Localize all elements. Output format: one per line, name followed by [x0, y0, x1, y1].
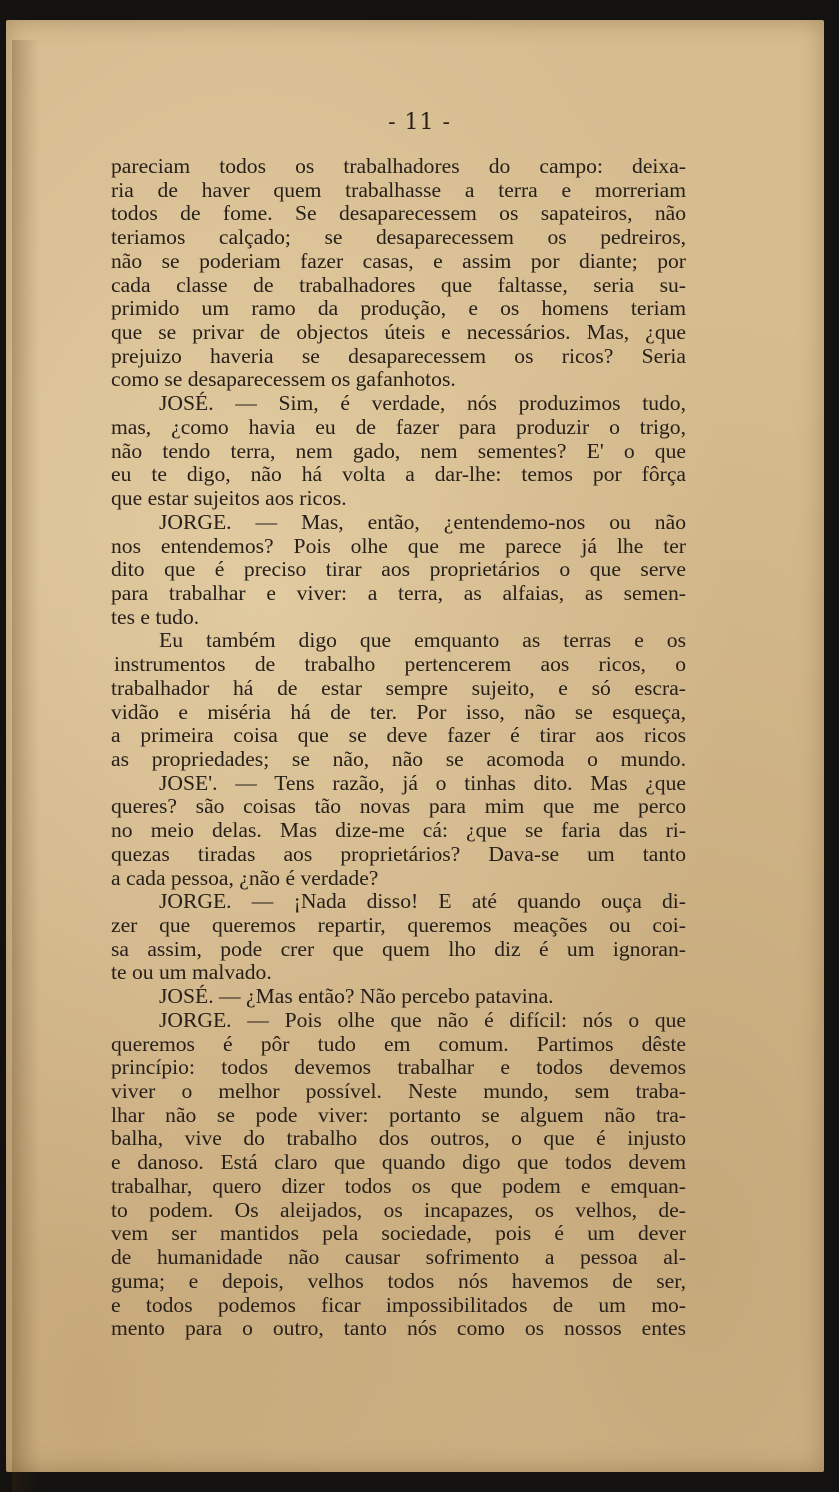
text-line: nos entendemos? Pois olhe que me parece já lhe ter	[111, 533, 686, 558]
text-line: vem ser mantidos pela sociedade, pois é um dever	[111, 1221, 686, 1246]
text-line: JORGE. — Pois olhe que não é difícil: nós o que	[159, 1007, 686, 1032]
text-line: Eu também digo que emquanto as terras e os	[159, 628, 686, 653]
text-line: como se desaparecessem os gafanhotos.	[111, 367, 456, 392]
text-line: vidão e miséria há de ter. Por isso, não se esqueça,	[111, 699, 686, 724]
text-line: não tendo terra, nem gado, nem sementes? E' o que	[111, 438, 686, 463]
text-line: ria de haver quem trabalhasse a terra e morreriam	[111, 177, 686, 202]
text-line: sa assim, pode crer que quem lho diz é um ignoran-	[111, 936, 686, 961]
page-edge-shadow	[12, 40, 40, 1492]
text-line: queremos é pôr tudo em comum. Partimos dêste	[111, 1031, 686, 1056]
text-line: pareciam todos os trabalhadores do campo: deixa-	[111, 154, 686, 178]
body-text	[111, 155, 686, 1341]
text-line: cada classe de trabalhadores que faltasse, seria su-	[111, 272, 686, 297]
text-line: lhar não se pode viver: portanto se alguem não tra-	[111, 1102, 686, 1127]
text-line: teriamos calçado; se desaparecessem os pedreiros,	[111, 225, 686, 250]
text-line: instrumentos de trabalho pertencerem aos ricos, o	[114, 652, 686, 677]
text-line: JOSE'. — Tens razão, já o tinhas dito. Mas ¿que	[159, 770, 686, 795]
text-line: todos de fome. Se desaparecessem os sapateiros, não	[111, 201, 686, 226]
text-line: de humanidade não causar sofrimento a pessoa al-	[111, 1245, 686, 1270]
page-number: - 11 -	[388, 110, 451, 135]
text-line: a cada pessoa, ¿não é verdade?	[111, 865, 379, 890]
text-line: a primeira coisa que se deve fazer é tirar aos ricos	[111, 723, 686, 748]
text-line: no meio delas. Mas dize-me cá: ¿que se faria das ri-	[111, 818, 686, 843]
text-line: princípio: todos devemos trabalhar e todos devemos	[111, 1055, 686, 1080]
text-line: te ou um malvado.	[111, 960, 272, 985]
text-line: mento para o outro, tanto nós como os nossos entes	[111, 1316, 686, 1341]
text-line: para trabalhar e viver: a terra, as alfaias, as semen-	[111, 580, 686, 605]
text-line: que se privar de objectos úteis e necessários. Mas, ¿que	[111, 320, 686, 345]
text-line: trabalhador há de estar sempre sujeito, e só escra-	[111, 675, 686, 700]
text-line: as propriedades; se não, não se acomoda o mundo.	[111, 746, 686, 771]
text-line: primido um ramo da produção, e os homens teriam	[111, 296, 686, 321]
text-line: quezas tiradas aos proprietários? Dava-se um tanto	[111, 841, 686, 866]
text-line: e todos podemos ficar impossibilitados de um mo-	[111, 1292, 686, 1317]
text-line: JORGE. — ¡Nada disso! E até quando ouça di-	[159, 889, 686, 914]
text-line: queres? são coisas tão novas para mim que me perco	[111, 794, 686, 819]
text-line: prejuizo haveria se desaparecessem os ricos? Seria	[111, 343, 686, 368]
text-line: JOSÉ. — Sim, é verdade, nós produzimos tudo,	[159, 391, 686, 416]
text-line: zer que queremos repartir, queremos meações ou coi-	[111, 913, 686, 937]
text-line: mas, ¿como havia eu de fazer para produzir o trigo,	[111, 414, 686, 439]
text-line: trabalhar, quero dizer todos os que podem e emquan-	[111, 1173, 686, 1198]
text-line: viver o melhor possível. Neste mundo, sem traba-	[111, 1079, 686, 1104]
text-line: tes e tudo.	[111, 604, 200, 629]
text-line: guma; e depois, velhos todos nós havemos de ser,	[111, 1268, 686, 1293]
text-line: balha, vive do trabalho dos outros, o que é injusto	[111, 1126, 686, 1151]
text-line: e danoso. Está claro que quando digo que todos devem	[111, 1150, 686, 1175]
text-line: JORGE. — Mas, então, ¿entendemo-nos ou não	[159, 509, 686, 534]
text-line: to podem. Os aleijados, os incapazes, os velhos, de-	[111, 1197, 686, 1222]
text-line: JOSÉ. — ¿Mas então? Não percebo patavina.	[159, 984, 554, 1009]
text-line: dito que é preciso tirar aos proprietários o que serve	[111, 557, 686, 582]
text-line: não se poderiam fazer casas, e assim por diante; por	[111, 248, 686, 273]
text-line: eu te digo, não há volta a dar-lhe: temos por fôrça	[111, 462, 686, 487]
text-line: que estar sujeitos aos ricos.	[111, 486, 347, 511]
